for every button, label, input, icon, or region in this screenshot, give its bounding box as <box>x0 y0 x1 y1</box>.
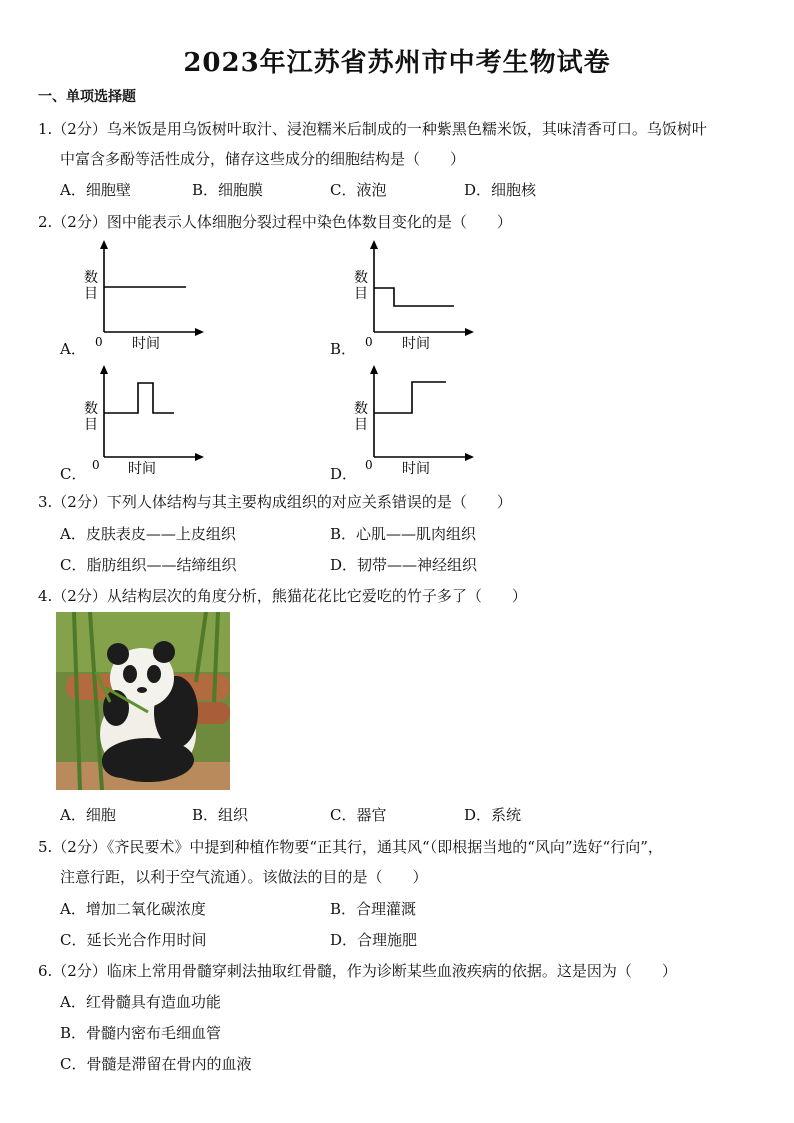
y-axis-arrow <box>100 240 108 249</box>
svg-text:目: 目 <box>354 417 368 433</box>
svg-text:0: 0 <box>365 335 373 349</box>
question-1-stem-line-2: 中富含多酚等活性成分，储存这些成分的细胞结构是（ ） <box>60 150 466 168</box>
question-4-stem: 4.（2分）从结构层次的角度分析，熊猫花花比它爱吃的竹子多了（ ） <box>38 587 527 605</box>
graph-option-d[interactable] <box>348 365 478 480</box>
question-5-option-d[interactable]: D．合理施肥 <box>330 931 418 949</box>
svg-text:数: 数 <box>354 401 368 417</box>
ylabel-char-2: 目 <box>84 286 98 302</box>
graph-option-a[interactable] <box>78 240 208 355</box>
question-4-option-c[interactable]: C．器官 <box>330 806 387 824</box>
question-1-option-b[interactable]: B．细胞膜 <box>192 181 264 199</box>
chromosome-line <box>374 288 454 306</box>
chromosome-line <box>374 382 446 413</box>
svg-text:时间: 时间 <box>128 461 156 477</box>
question-5-stem-line-1: 5.（2分）《齐民要术》中提到种植作物要“正其行，通其风“（即根据当地的“风向”选好“行向”， <box>38 838 663 856</box>
question-2-stem: 2.（2分）图中能表示人体细胞分裂过程中染色体数目变化的是（ ） <box>38 213 512 231</box>
question-3-stem: 3.（2分）下列人体结构与其主要构成组织的对应关系错误的是（ ） <box>38 493 512 511</box>
svg-text:0: 0 <box>92 458 100 472</box>
question-3-option-a[interactable]: A．皮肤表皮——上皮组织 <box>60 525 236 543</box>
question-2-option-b-label[interactable]: B． <box>330 340 357 358</box>
question-1-option-a[interactable]: A．细胞壁 <box>60 181 131 199</box>
question-3-option-b[interactable]: B．心肌——肌肉组织 <box>330 525 477 543</box>
section-heading: 一、单项选择题 <box>38 89 136 105</box>
question-6-stem: 6.（2分）临床上常用骨髓穿刺法抽取红骨髓，作为诊断某些血液疾病的依据。这是因为（ ） <box>38 962 677 980</box>
graph-a-svg <box>78 240 208 355</box>
question-4-option-b[interactable]: B．组织 <box>192 806 249 824</box>
svg-text:时间: 时间 <box>402 461 430 477</box>
graph-c-svg <box>78 365 208 480</box>
panda-illustration <box>56 612 230 790</box>
svg-text:目: 目 <box>354 286 368 302</box>
question-3-option-c[interactable]: C．脂肪组织——结缔组织 <box>60 556 237 574</box>
page-title: 2023年江苏省苏州市中考生物试卷 <box>183 48 611 78</box>
question-5-option-b[interactable]: B．合理灌溉 <box>330 900 417 918</box>
question-2-option-a-label[interactable]: A． <box>60 340 86 358</box>
question-4-option-a[interactable]: A．细胞 <box>60 806 116 824</box>
question-5-option-c[interactable]: C．延长光合作用时间 <box>60 931 207 949</box>
panda-photo <box>56 612 230 790</box>
question-5-stem-line-2: 注意行距，以利于空气流通）。该做法的目的是（ ） <box>60 868 428 886</box>
chromosome-line <box>104 383 174 413</box>
svg-text:数: 数 <box>354 270 368 286</box>
question-6-option-b[interactable]: B．骨髓内密布毛细血管 <box>60 1024 222 1042</box>
svg-text:0: 0 <box>365 458 373 472</box>
question-3-option-d[interactable]: D．韧带——神经组织 <box>330 556 478 574</box>
graph-option-c[interactable] <box>78 365 208 480</box>
question-4-option-d[interactable]: D．系统 <box>464 806 522 824</box>
svg-text:数: 数 <box>84 401 98 417</box>
question-1-option-c[interactable]: C．液泡 <box>330 181 387 199</box>
question-5-option-a[interactable]: A．增加二氧化碳浓度 <box>60 900 206 918</box>
question-2-option-d-label[interactable]: D． <box>330 465 358 483</box>
svg-text:时间: 时间 <box>402 336 430 352</box>
x-axis-arrow <box>195 328 204 336</box>
question-6-option-a[interactable]: A．红骨髓具有造血功能 <box>60 993 221 1011</box>
origin-label: 0 <box>95 335 103 349</box>
graph-b-svg <box>348 240 478 355</box>
graph-d-svg <box>348 365 478 480</box>
xlabel: 时间 <box>132 336 160 352</box>
question-2-option-c-label[interactable]: C． <box>60 465 87 483</box>
svg-text:目: 目 <box>84 417 98 433</box>
question-1-stem-line-1: 1.（2分）乌米饭是用乌饭树叶取汁、浸泡糯米后制成的一种紫黑色糯米饭，其味清香可口。乌饭树叶 <box>38 120 707 138</box>
ylabel-char-1: 数 <box>84 270 98 286</box>
question-1-option-d[interactable]: D．细胞核 <box>464 181 537 199</box>
question-6-option-c[interactable]: C．骨髓是滞留在骨内的血液 <box>60 1055 252 1073</box>
graph-option-b[interactable] <box>348 240 478 355</box>
